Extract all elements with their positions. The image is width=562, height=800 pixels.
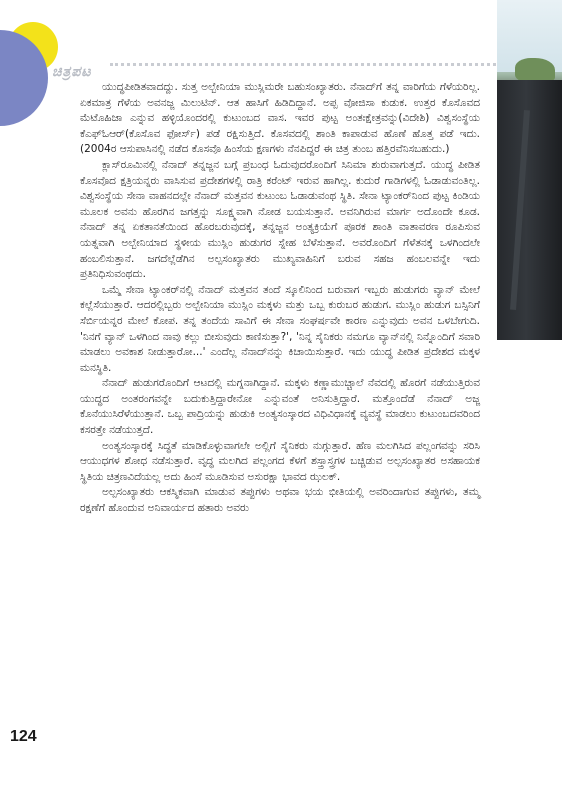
photo-dark-garment bbox=[497, 80, 562, 340]
section-title: ಚಿತ್ರಪಟ bbox=[52, 64, 92, 80]
article-paragraph-4: ನೆನಾದ್ ಹುಡುಗರೊಂದಿಗೆ ಆಟದಲ್ಲಿ ಮಗ್ನನಾಗಿದ್ದಾನೆ. ಮಕ್ಕಳು ಕಣ್ಣಾಮುಚ್ಚಾಲೆ ನೆವದಲ್ಲಿ ಹೊರಗೆ ನಡೆಯುತ್ತಿರುವ ಯುದ್ಧದ ಅಂತರಂಗವನ್ನೇ ಬದುಕುತ್ತಿದ್ದಾರೇನೋ ಎನ್ನುವಂತೆ ಅನಿಸುತ್ತಿದ್ದಾರೆ. ಮತ್ತೊಂದೆಡೆ ನೆನಾದ್ ಅಜ್ಜ ಕೊನೆಯುಸಿರೆಳೆಯುತ್ತಾನೆ. ಒಬ್ಬ ಪಾದ್ರಿಯನ್ನು ಹುಡುಕಿ ಅಂತ್ಯಸಂಸ್ಕಾರದ ವಿಧಿವಿಧಾನಕ್ಕೆ ವ್ಯವಸ್ಥೆ ಮಾಡಲು ಕುಟುಂಬದವರಿಂದ ಕಸರತ್ತೇ ನಡೆಯುತ್ತದೆ. bbox=[80, 377, 480, 437]
article-body bbox=[80, 80, 480, 517]
page-number: 124 bbox=[10, 728, 37, 745]
article-paragraph-3: ಒಮ್ಮೆ ಸೇನಾ ಟ್ಯಾಂಕರ್‌ನಲ್ಲಿ ನೆನಾದ್ ಮತ್ತವನ ತಂದೆ ಸ್ಕೂಲಿನಿಂದ ಬರುವಾಗ ಇಬ್ಬರು ಹುಡುಗರು ವ್ಯಾನ್ ಮೇಲೆ ಕಲ್ಲೆಸೆಯುತ್ತಾರೆ. ಆದರಲ್ಲಿಬ್ಬರು ಅಲ್ಬೇನಿಯಾ ಮುಸ್ಲಿಂ ಮಕ್ಕಳು ಮತ್ತು ಒಬ್ಬ ಕುರುಬರ ಹುಡುಗ. ಮುಸ್ಲಿಂ ಹುಡುಗ ಬಸ್ಸಿನಿಗೆ ಸೆರ್ಬಿಯನ್ನರ ಮೇಲೆ ಕೋಪ. ತನ್ನ ತಂದೆಯ ಸಾವಿಗೆ ಈ ಸೇನಾ ಸಂಘರ್ಷವೇ ಕಾರಣ ಎನ್ನುವುದು ಅವನ ಒಳಬೇಗುದಿ. 'ನಿನಗೆ ವ್ಯಾನ್ ಒಳಗಿಂದ ನಾವು ಕಲ್ಲು ಬೀಸುವುದು ಕಾಣಿಸುತ್ತಾ?', 'ನಿನ್ನ ಸೈನಿಕರು ನಮಗೂ ವ್ಯಾನ್‌ನಲ್ಲಿ ನಿನ್ನೊಂದಿಗೆ ಸವಾರಿ ಮಾಡಲು ಅವಕಾಶ ನೀಡುತ್ತಾರೋ...' ಎಂದೆಲ್ಲ ನೆನಾದ್‌ನನ್ನು ಕಿಚಾಯಿಸುತ್ತಾರೆ. ಇದು ಯುದ್ಧ ಪೀಡಿತ ಪ್ರದೇಶದ ಮಕ್ಕಳ ಮನಸ್ಥಿತಿ. bbox=[80, 283, 480, 374]
film-still-photo bbox=[497, 0, 562, 340]
article-paragraph-5: ಅಂತ್ಯಸಂಸ್ಕಾರಕ್ಕೆ ಸಿದ್ಧತೆ ಮಾಡಿಕೊಳ್ಳುವಾಗಲೇ ಅಲ್ಲಿಗೆ ಸೈನಿಕರು ನುಗ್ಗುತ್ತಾರೆ. ಹೆಣ ಮಲಗಿಸಿದ ಪಲ್ಲಂಗವನ್ನು ಸರಿಸಿ ಆಯುಧಗಳ ಶೋಧ ನಡೆಸುತ್ತಾರೆ. ವೃದ್ಧ ಮಲಗಿದ ಪಲ್ಲಂಗದ ಕೆಳಗೆ ಶಸ್ತ್ರಾಸ್ತ್ರಗಳ ಬಚ್ಚಿಡುವ ಅಲ್ಪಸಂಖ್ಯಾತರ ಅಸಹಾಯಕ ಸ್ಥಿತಿಯ ಚಿತ್ರಣವಿದೆಯಲ್ಲ ಅದು ಹಿಂಸೆ ಮೂಡಿಸುವ ಅಸುರಕ್ಷಾ ಭಾವದ ಝಲಕ್. bbox=[80, 439, 480, 483]
photo-foliage bbox=[515, 58, 555, 82]
header-dotted-rule bbox=[110, 63, 562, 66]
article-paragraph-6: ಅಲ್ಪಸಂಖ್ಯಾತರು ಆಕಸ್ಮಿಕವಾಗಿ ಮಾಡುವ ತಪ್ಪುಗಳು ಅಥವಾ ಭಯ ಭೀತಿಯಲ್ಲಿ ಅವರಿಂದಾಗುವ ತಪ್ಪುಗಳು, ತಮ್ಮ ರಕ್ಷಣೆಗೆ ಹೊಂದುವ ಅನಿವಾರ್ಯದ ಹತಾರು ಅವರು bbox=[80, 486, 480, 515]
article-paragraph-1: ಯುದ್ಧಪೀಡಿತವಾದದ್ದು. ಸುತ್ತ ಅಲ್ಬೇನಿಯಾ ಮುಸ್ಲಿಮರೇ ಬಹುಸಂಖ್ಯಾತರು. ನೆನಾದ್‌ಗೆ ತನ್ನ ವಾರಿಗೆಯ ಗೆಳೆಯರಿಲ್ಲ. ಏಕಮಾತ್ರ ಗೆಳೆಯ ಅವನಜ್ಜ ಮಿಲುಟಿನ್. ಆತ ಹಾಸಿಗೆ ಹಿಡಿದಿದ್ದಾನೆ. ಅಪ್ಪ ವೋಜಿಸಾ ಕುಡುಕ. ಉತ್ತರ ಕೊಸೊವದ ಮೆಟೊಹಿಜಾ ಎನ್ನುವ ಹಳ್ಳಿಯೊಂದರಲ್ಲಿ ಕುಟುಂಬದ ವಾಸ. ಇವರ ಪುಟ್ಟ ಅಂತಃಕ್ಷೇತ್ರವನ್ನು(ವಿದೇಶಿ) ವಿಶ್ವಸಂಸ್ಥೆಯ ಕೆಎಫ್‌ಓಆರ್(ಕೊಸೊವ ಫೋರ್ಸ್) ಪಡೆ ರಕ್ಷಿಸುತ್ತಿದೆ. ಕೊಸವದಲ್ಲಿ ಶಾಂತಿ ಕಾಪಾಡುವ ಹೊಣೆ ಹೊತ್ತ ಪಡೆ ಇದು. (2004ರ ಆಸುಪಾಸಿನಲ್ಲಿ ನಡೆದ ಕೊಸವೊ ಹಿಂಸೆಯ ಕ್ಷಣಗಳು ನೆನಪಿದ್ದರೆ ಈ ಚಿತ್ರ ತುಂಬ ಹತ್ತಿರವೆನಿಸಬಹುದು.) bbox=[80, 81, 480, 156]
article-paragraph-2: ಕ್ಲಾಸ್‌ರೂಮಿನಲ್ಲಿ ನೆನಾದ್ ತನ್ನಜ್ಜನ ಬಗ್ಗೆ ಪ್ರಬಂಧ ಓದುವುದರೊಂದಿಗೆ ಸಿನಿಮಾ ಶುರುವಾಗುತ್ತದೆ. ಯುದ್ಧ ಪೀಡಿತ ಕೊಸವೊದ ಕ್ಷತ್ರಿಯನ್ನರು ವಾಸಿಸುವ ಪ್ರದೇಶಗಳಲ್ಲಿ ರಾತ್ರಿ ಕರೆಂಟ್ ಇರುವ ಹಾಗಿಲ್ಲ. ಕುದುರೆ ಗಾಡಿಗಳಲ್ಲಿ ಓಡಾಡುವಂತಿಲ್ಲ. ವಿಶ್ವಸಂಸ್ಥೆಯ ಸೇನಾ ವಾಹನದಲ್ಲೇ ನೆನಾದ್ ಮತ್ತವನ ಕುಟುಂಬ ಓಡಾಡುವಂಥ ಸ್ಥಿತಿ. ಸೇನಾ ಟ್ಯಾಂಕರ್‌ನಿಂದ ಪುಟ್ಟ ಕಿಂಡಿಯ ಮೂಲಕ ಅವನು ಹೊರಗಿನ ಜಗತ್ತನ್ನು ಸೂಕ್ಷ್ಮವಾಗಿ ನೋಡ ಬಯಸುತ್ತಾನೆ. ಅವನಿಗಿರುವ ಮಾರ್ಗ ಅದೊಂದೇ ಕೂಡ. ನೆನಾದ್ ತನ್ನ ಏಕತಾನತೆಯಿಂದ ಹೊರಬರುವುದಕ್ಕೆ, ತನ್ನಜ್ಜನ ಅಂತ್ಯಕ್ರಿಯೆಗೆ ಪೂರಕ ಶಾಂತಿ ವಾತಾವರಣ ರೂಪಿಸುವ ಯತ್ನವಾಗಿ ಅಲ್ಬೇನಿಯಾದ ಸ್ಥಳೀಯ ಮುಸ್ಲಿಂ ಹುಡುಗರ ಸ್ನೇಹ ಬೆಳೆಸುತ್ತಾನೆ. ಅವರೊಂದಿಗೆ ಗೆಳೆತನಕ್ಕೆ ಒಳಗಿಂದಲೇ ಹಂಬಲಿಸುತ್ತಾನೆ. ಜಗದೆಲ್ಲೆಡೆಗಿನ ಅಲ್ಪಸಂಖ್ಯಾತರು ಮುಖ್ಯವಾಹಿನಿಗೆ ಬರುವ ಸಹಜ ಹಂಬಲವನ್ನೇ ಇದು ಪ್ರತಿನಿಧಿಸುವಂಥದು. bbox=[80, 158, 480, 281]
